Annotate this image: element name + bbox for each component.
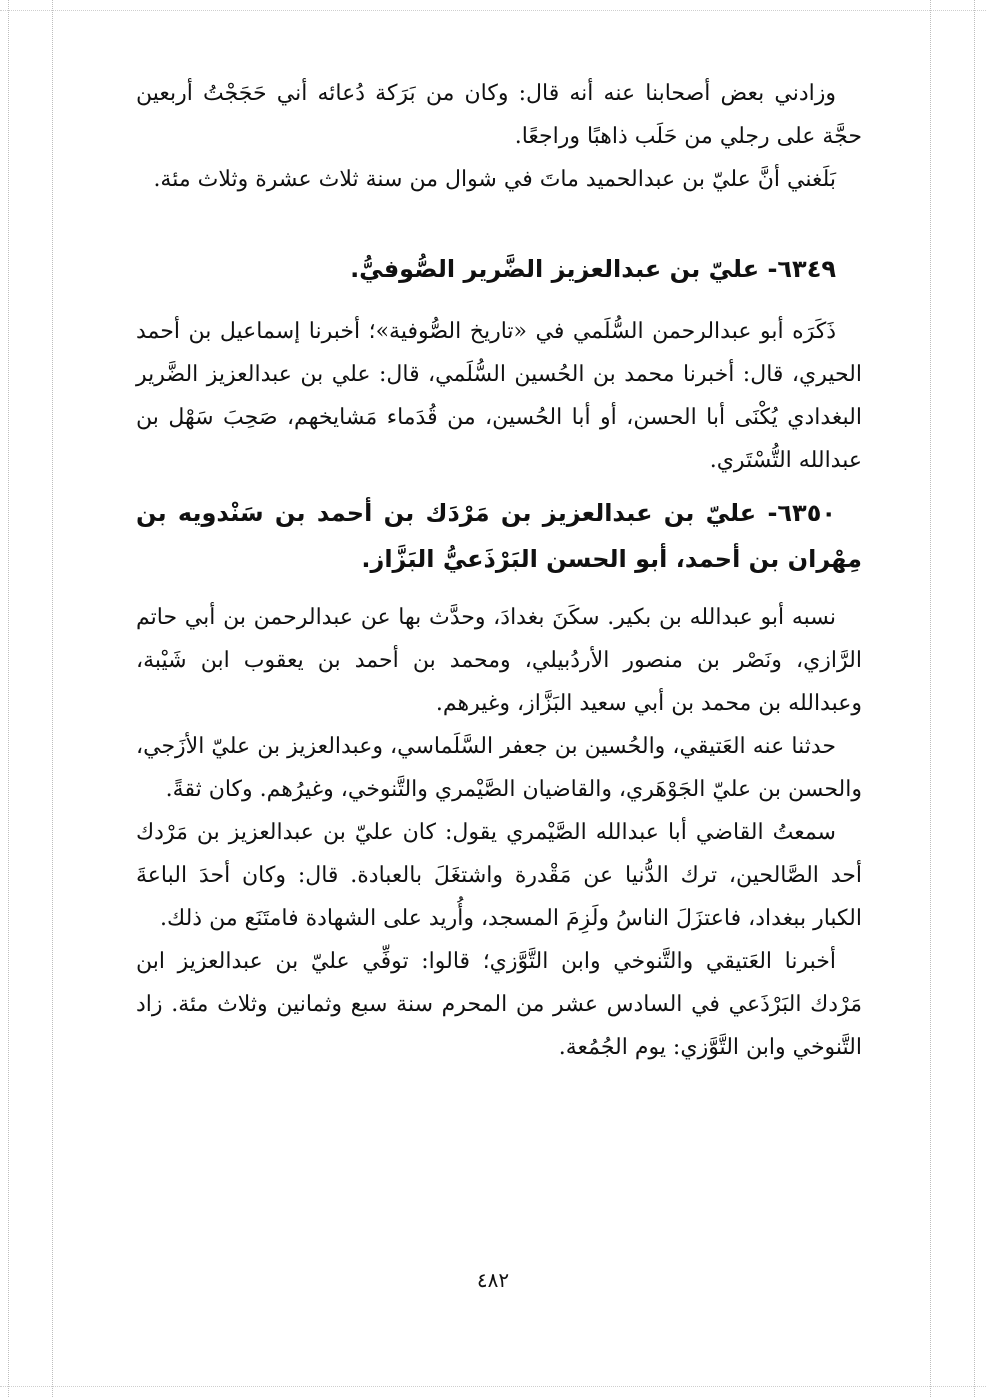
paragraph-2: بَلَغني أنَّ عليّ بن عبدالحميد ماتَ في شوال من سنة ثلاث عشرة وثلاث مئة. (153, 167, 836, 192)
scan-border-right-inner (930, 0, 931, 1397)
paragraph-6: سمعتُ القاضي أبا عبدالله الصَّيْمري يقول: كان عليّ بن عبدالعزيز بن مَرْدك أحد الصَّالحين، ترك الدُّنيا عن مَقْدرة واشتغَلَ بالعبادة. قال: وكان أحدَ الباعةَ الكبار ببغداد، فاعتزَلَ الناسُ ولَزِمَ المسجد، وأُريد على الشهادة فامتَنَع من ذلك. (136, 820, 862, 931)
paragraph-3: ذَكَرَه أبو عبدالرحمن السُّلَمي في «تاريخ الصُّوفية»؛ أخبرنا إسماعيل بن أحمد الحيري، قال: أخبرنا محمد بن الحُسين السُّلَمي، قال: علي بن عبدالعزيز الضَّرير البغدادي يُكْنَى أبا الحسن، أو أبا الحُسين، من قُدَماء مَشايخهم، صَحِبَ سَهْل بن عبدالله التُّسْتَري. (136, 319, 862, 473)
scan-border-right-outer (974, 0, 975, 1397)
scan-border-bottom (0, 1386, 986, 1387)
entry-heading-6350: ٦٣٥٠- عليّ بن عبدالعزيز بن مَرْدَك بن أحمد بن سَنْدويه بن مِهْران بن أحمد، أبو الحسن البَرْذَعيُّ البَزَّاز. (136, 499, 862, 573)
entry-heading-6350-block (136, 490, 862, 582)
page-number: ٤٨٢ (476, 1268, 510, 1292)
entry-heading-6349-block (136, 246, 862, 292)
paragraph-5: حدثنا عنه العَتيقي، والحُسين بن جعفر السَّلَماسي، وعبدالعزيز بن عليّ الأزَجي، والحسن بن عليّ الجَوْهَري، والقاضيان الصَّيْمري والتَّنوخي، وغيرُهم. وكان ثقةً. (136, 734, 862, 802)
entry-heading-6349: ٦٣٤٩- عليّ بن عبدالعزيز الضَّرير الصُّوفيُّ. (350, 255, 836, 283)
scan-border-top (0, 10, 986, 11)
paragraph-4: نسبه أبو عبدالله بن بكير. سكَنَ بغدادَ، وحدَّث بها عن عبدالرحمن بن أبي حاتم الرَّازي، ونَصْر بن منصور الأردُبيلي، ومحمد بن أحمد بن يعقوب ابن شَيْبة، وعبدالله بن محمد بن أبي سعيد البَزَّاز، وغيرهم. (136, 605, 862, 716)
paragraph-7: أخبرنا العَتيقي والتَّنوخي وابن التَّوَّزي؛ قالوا: توفِّي عليّ بن عبدالعزيز ابن مَرْدك البَرْذَعي في السادس عشر من المحرم سنة سبع وثمانين وثلاث مئة. زاد التَّنوخي وابن التَّوَّزي: يوم الجُمُعة. (136, 949, 862, 1060)
text-block-top (136, 72, 862, 201)
scan-border-left-inner (52, 0, 53, 1397)
entry-6350-body (136, 596, 862, 1069)
entry-6349-body (136, 310, 862, 482)
paragraph-1: وزادني بعض أصحابنا عنه أنه قال: وكان من بَرَكة دُعائه أني حَجَجْتُ أربعين حجَّة على رجلي من حَلَب ذاهبًا وراجعًا. (136, 81, 862, 149)
scan-border-left-outer (8, 0, 9, 1397)
